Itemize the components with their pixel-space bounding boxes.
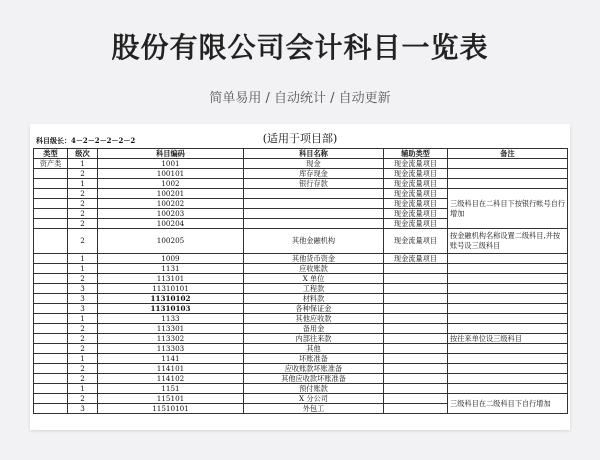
cell-name xyxy=(244,219,384,229)
page-subtitle: 简单易用 / 自动统计 / 自动更新 xyxy=(209,91,391,106)
cell-note-other-fin: 按金融机构名称设置二级科目,并按账号设三级科目 xyxy=(448,229,568,254)
cell-aux xyxy=(384,274,448,284)
cell-aux: 现金流量项目 xyxy=(384,189,448,199)
cell-aux: 现金流量项目 xyxy=(384,169,448,179)
cell-name xyxy=(244,209,384,219)
cell-note xyxy=(448,374,568,384)
cell-type xyxy=(34,284,68,294)
cell-type xyxy=(34,384,68,394)
cell-code: 114102 xyxy=(98,374,244,384)
table-row xyxy=(34,284,568,294)
cell-type: 资产类 xyxy=(34,159,68,169)
cell-note xyxy=(448,314,568,324)
table-row xyxy=(34,189,568,199)
cell-aux xyxy=(384,324,448,334)
cell-aux xyxy=(384,374,448,384)
page-title: 股份有限公司会计科目一览表 xyxy=(111,31,489,64)
cell-code: 100202 xyxy=(98,199,244,209)
cell-aux: 现金流量项目 xyxy=(384,159,448,169)
cell-note xyxy=(448,159,568,169)
cell-aux xyxy=(384,264,448,274)
cell-name xyxy=(244,199,384,209)
cell-type xyxy=(34,229,68,254)
cell-type xyxy=(34,314,68,324)
cell-code: 1131 xyxy=(98,264,244,274)
cell-name: 预付账款 xyxy=(244,384,384,394)
cell-level: 1 xyxy=(68,254,98,264)
cell-name: 材料款 xyxy=(244,294,384,304)
cell-note xyxy=(448,364,568,374)
cell-name: 其他应收款坏账准备 xyxy=(244,374,384,384)
scope-label: (适用于项目部) xyxy=(262,132,338,145)
cell-aux xyxy=(384,364,448,374)
cell-aux xyxy=(384,334,448,344)
header-type: 类型 xyxy=(34,149,68,159)
cell-code: 100203 xyxy=(98,209,244,219)
cell-name: 其他 xyxy=(244,344,384,354)
header-aux: 辅助类型 xyxy=(384,149,448,159)
cell-note xyxy=(448,274,568,284)
table-row xyxy=(34,294,568,304)
cell-type xyxy=(34,254,68,264)
cell-level: 2 xyxy=(68,344,98,354)
cell-aux: 现金流量项目 xyxy=(384,254,448,264)
cell-aux xyxy=(384,344,448,354)
cell-type xyxy=(34,294,68,304)
sheet-bottom-fade xyxy=(30,422,570,430)
cell-note xyxy=(448,344,568,354)
header-name: 科目名称 xyxy=(244,149,384,159)
cell-type xyxy=(34,169,68,179)
cell-type xyxy=(34,274,68,284)
table-row xyxy=(34,179,568,189)
cell-name: 备用金 xyxy=(244,324,384,334)
cell-level: 2 xyxy=(68,169,98,179)
table-row xyxy=(34,364,568,374)
cell-note-prepaid: 三级科目在二级科目下自行增加 xyxy=(448,394,568,414)
cell-name: 各种保证金 xyxy=(244,304,384,314)
cell-type xyxy=(34,209,68,219)
cell-level: 2 xyxy=(68,334,98,344)
cell-type xyxy=(34,219,68,229)
table-row xyxy=(34,324,568,334)
table-row xyxy=(34,394,568,404)
cell-name: 银行存款 xyxy=(244,179,384,189)
cell-type xyxy=(34,199,68,209)
cell-code: 114101 xyxy=(98,364,244,374)
cell-aux: 现金流量项目 xyxy=(384,199,448,209)
cell-name: 现金 xyxy=(244,159,384,169)
cell-level: 3 xyxy=(68,404,98,414)
cell-code: 11310101 xyxy=(98,284,244,294)
cell-name: 外包工 xyxy=(244,404,384,414)
cell-code: 100205 xyxy=(98,229,244,254)
cell-note xyxy=(448,294,568,304)
cell-code: 11310103 xyxy=(98,304,244,314)
cell-name xyxy=(244,189,384,199)
table-row xyxy=(34,334,568,344)
cell-code: 1141 xyxy=(98,354,244,364)
cell-code: 11310102 xyxy=(98,294,244,304)
cell-name: 其他货币资金 xyxy=(244,254,384,264)
cell-name: 应收账款 xyxy=(244,264,384,274)
table-row xyxy=(34,159,568,169)
cell-type xyxy=(34,334,68,344)
cell-note xyxy=(448,354,568,364)
cell-code: 1151 xyxy=(98,384,244,394)
cell-level: 2 xyxy=(68,229,98,254)
cell-name: 坏账准备 xyxy=(244,354,384,364)
cell-type xyxy=(34,304,68,314)
cell-level: 2 xyxy=(68,199,98,209)
cell-note-internal: 按往来单位设三级科目 xyxy=(448,334,568,344)
cell-code: 1002 xyxy=(98,179,244,189)
sheet-header xyxy=(30,124,570,148)
cell-level: 3 xyxy=(68,304,98,314)
cell-code: 113301 xyxy=(98,324,244,334)
table-row xyxy=(34,354,568,364)
cell-aux: 现金流量项目 xyxy=(384,219,448,229)
cell-code: 113303 xyxy=(98,344,244,354)
cell-code: 100101 xyxy=(98,169,244,179)
cell-name: X 分公司 xyxy=(244,394,384,404)
cell-type xyxy=(34,354,68,364)
table-row xyxy=(34,169,568,179)
cell-code: 100204 xyxy=(98,219,244,229)
cell-code: 100201 xyxy=(98,189,244,199)
cell-level: 3 xyxy=(68,284,98,294)
cell-name: 其他应收款 xyxy=(244,314,384,324)
table-row xyxy=(34,304,568,314)
cell-level: 2 xyxy=(68,219,98,229)
cell-type xyxy=(34,394,68,404)
cell-level: 1 xyxy=(68,314,98,324)
cell-note xyxy=(448,254,568,264)
cell-type xyxy=(34,404,68,414)
cell-note xyxy=(448,324,568,334)
cell-level: 2 xyxy=(68,394,98,404)
cell-aux xyxy=(384,284,448,294)
cell-note xyxy=(448,169,568,179)
cell-name: 其他金融机构 xyxy=(244,229,384,254)
cell-level: 2 xyxy=(68,364,98,374)
cell-type xyxy=(34,364,68,374)
cell-code: 115101 xyxy=(98,394,244,404)
cell-name: 工程款 xyxy=(244,284,384,294)
cell-aux: 现金流量项目 xyxy=(384,209,448,219)
header-level: 级次 xyxy=(68,149,98,159)
cell-note xyxy=(448,304,568,314)
accounts-table xyxy=(33,148,568,414)
cell-code: 1009 xyxy=(98,254,244,264)
table-row xyxy=(34,254,568,264)
table-row xyxy=(34,314,568,324)
cell-level: 2 xyxy=(68,209,98,219)
cell-code: 113101 xyxy=(98,274,244,284)
cell-code: 1133 xyxy=(98,314,244,324)
cell-level: 1 xyxy=(68,159,98,169)
cell-aux xyxy=(384,354,448,364)
cell-level: 2 xyxy=(68,189,98,199)
cell-aux xyxy=(384,384,448,394)
header-code: 科目编码 xyxy=(98,149,244,159)
cell-name: X 单位 xyxy=(244,274,384,284)
table-header-row xyxy=(34,149,568,159)
cell-note xyxy=(448,264,568,274)
cell-code: 113302 xyxy=(98,334,244,344)
table-row xyxy=(34,274,568,284)
cell-note xyxy=(448,384,568,394)
cell-code: 11510101 xyxy=(98,404,244,414)
cell-type xyxy=(34,324,68,334)
spreadsheet-preview xyxy=(30,124,570,430)
cell-type xyxy=(34,264,68,274)
header-note: 备注 xyxy=(448,149,568,159)
cell-level: 3 xyxy=(68,294,98,304)
cell-aux xyxy=(384,394,448,404)
cell-note-bank-sub: 三级科目在二科目下按银行帐号自行增加 xyxy=(448,189,568,229)
cell-code: 1001 xyxy=(98,159,244,169)
cell-level: 2 xyxy=(68,374,98,384)
cell-aux xyxy=(384,404,448,414)
cell-aux xyxy=(384,294,448,304)
cell-note xyxy=(448,179,568,189)
table-row xyxy=(34,344,568,354)
cell-aux: 现金流量项目 xyxy=(384,179,448,189)
cell-name: 内部往来款 xyxy=(244,334,384,344)
cell-level: 1 xyxy=(68,384,98,394)
cell-level: 2 xyxy=(68,324,98,334)
table-row xyxy=(34,264,568,274)
cell-note xyxy=(448,284,568,294)
cell-type xyxy=(34,179,68,189)
levels-label: 科目级长：4－2－2－2－2－2 xyxy=(36,136,136,145)
table-row xyxy=(34,229,568,254)
cell-name: 应收账款坏账准备 xyxy=(244,364,384,374)
cell-type xyxy=(34,374,68,384)
cell-aux xyxy=(384,314,448,324)
cell-level: 2 xyxy=(68,274,98,284)
cell-level: 1 xyxy=(68,354,98,364)
cell-type xyxy=(34,189,68,199)
cell-aux xyxy=(384,304,448,314)
table-row xyxy=(34,374,568,384)
cell-level: 1 xyxy=(68,264,98,274)
cell-aux: 现金流量项目 xyxy=(384,229,448,254)
table-row xyxy=(34,384,568,394)
cell-level: 1 xyxy=(68,179,98,189)
cell-type xyxy=(34,344,68,354)
cell-name: 库存现金 xyxy=(244,169,384,179)
